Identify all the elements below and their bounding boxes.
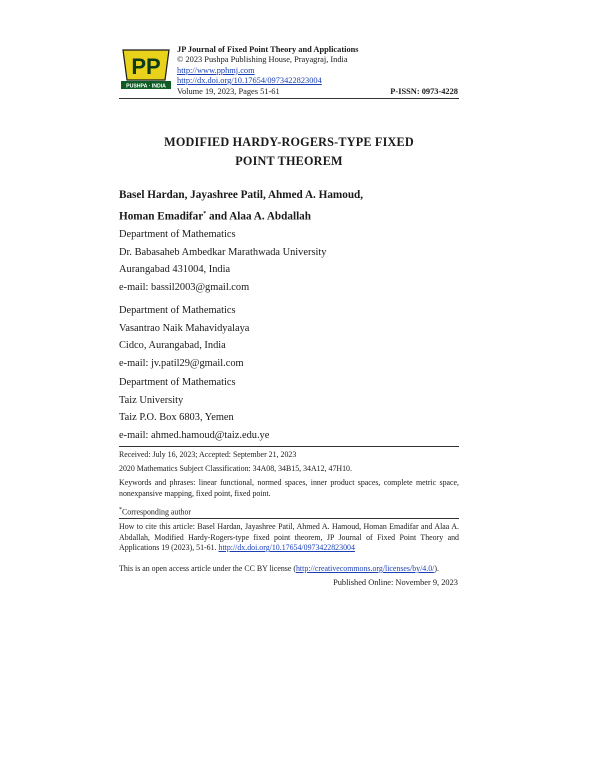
- affiliation-2: Department of Mathematics Vasantrao Naik Mahavidyalaya Cidco, Aurangabad, India e-mail: jv.patil29@gmail.com: [119, 302, 249, 372]
- logo-text: PP: [131, 54, 161, 79]
- citation-doi-link[interactable]: http://dx.doi.org/10.17654/0973422823004: [218, 543, 355, 552]
- publisher-logo: [119, 46, 173, 92]
- authors-line-2: Homan Emadifar* and Alaa A. Abdallah: [119, 210, 311, 223]
- authors-line-1: Basel Hardan, Jayashree Patil, Ahmed A. Hamoud,: [119, 189, 364, 201]
- doi-link[interactable]: http://dx.doi.org/10.17654/0973422823004: [177, 76, 322, 85]
- journal-homepage-link[interactable]: http://www.pphmj.com: [177, 66, 255, 75]
- email-1: e-mail: bassil2003@gmail.com: [119, 281, 250, 293]
- volume-info: Volume 19, 2023, Pages 51-61: [177, 87, 280, 96]
- affiliation-1: Department of Mathematics Dr. Babasaheb Ambedkar Marathwada University Aurangabad 431004, India e-mail: bassil2003@gmail.com: [119, 226, 326, 296]
- header-rule: [119, 98, 459, 99]
- email-2: e-mail: jv.patil29@gmail.com: [119, 357, 244, 369]
- pissn: P-ISSN: 0973-4228: [390, 87, 458, 96]
- authors: [119, 186, 363, 227]
- keywords: Keywords and phrases: linear functional, normed spaces, inner product spaces, complete metric space, nonexpansive mapping, fixed point, fixed point.: [119, 478, 459, 498]
- copyright: © 2023 Pushpa Publishing House, Prayagraj, India: [177, 55, 348, 64]
- corresponding-author: *Corresponding author: [119, 507, 192, 517]
- title-line-2: POINT THEOREM: [235, 154, 343, 168]
- published-online: Published Online: November 9, 2023: [333, 578, 458, 587]
- journal-name: JP Journal of Fixed Point Theory and Applications: [177, 45, 359, 54]
- affiliation-3: Department of Mathematics Taiz University Taiz P.O. Box 6803, Yemen e-mail: ahmed.hamoud@taiz.edu.ye: [119, 374, 269, 444]
- citation: How to cite this article: Basel Hardan, Jayashree Patil, Ahmed A. Hamoud, Homan Emadifar and Alaa A. Abdallah, Modified Hardy-Rogers-type fixed point theorem, JP Journal of Fixed Point Theory and Applications 19 (2023), 51-61. http://dx.doi.org/10.17654/0973422823004: [119, 522, 459, 552]
- title-line-1: MODIFIED HARDY-ROGERS-TYPE FIXED: [164, 135, 414, 149]
- msc-classification: 2020 Mathematics Subject Classification: 34A08, 34B15, 34A12, 47H10.: [119, 464, 352, 473]
- received-dates: Received: July 16, 2023; Accepted: September 21, 2023: [119, 450, 297, 459]
- logo-subtext: PUSHPA · INDIA: [126, 83, 166, 90]
- license-link[interactable]: http://creativecommons.org/licenses/by/4.0/: [295, 564, 435, 573]
- paper-title: [119, 133, 459, 171]
- email-3: e-mail: ahmed.hamoud@taiz.edu.ye: [119, 429, 270, 441]
- footnote-rule-1: [119, 446, 459, 447]
- license: This is an open access article under the CC BY license (http://creativecommons.org/licenses/by/4.0/).: [119, 564, 439, 573]
- footnote-rule-2: [119, 518, 459, 519]
